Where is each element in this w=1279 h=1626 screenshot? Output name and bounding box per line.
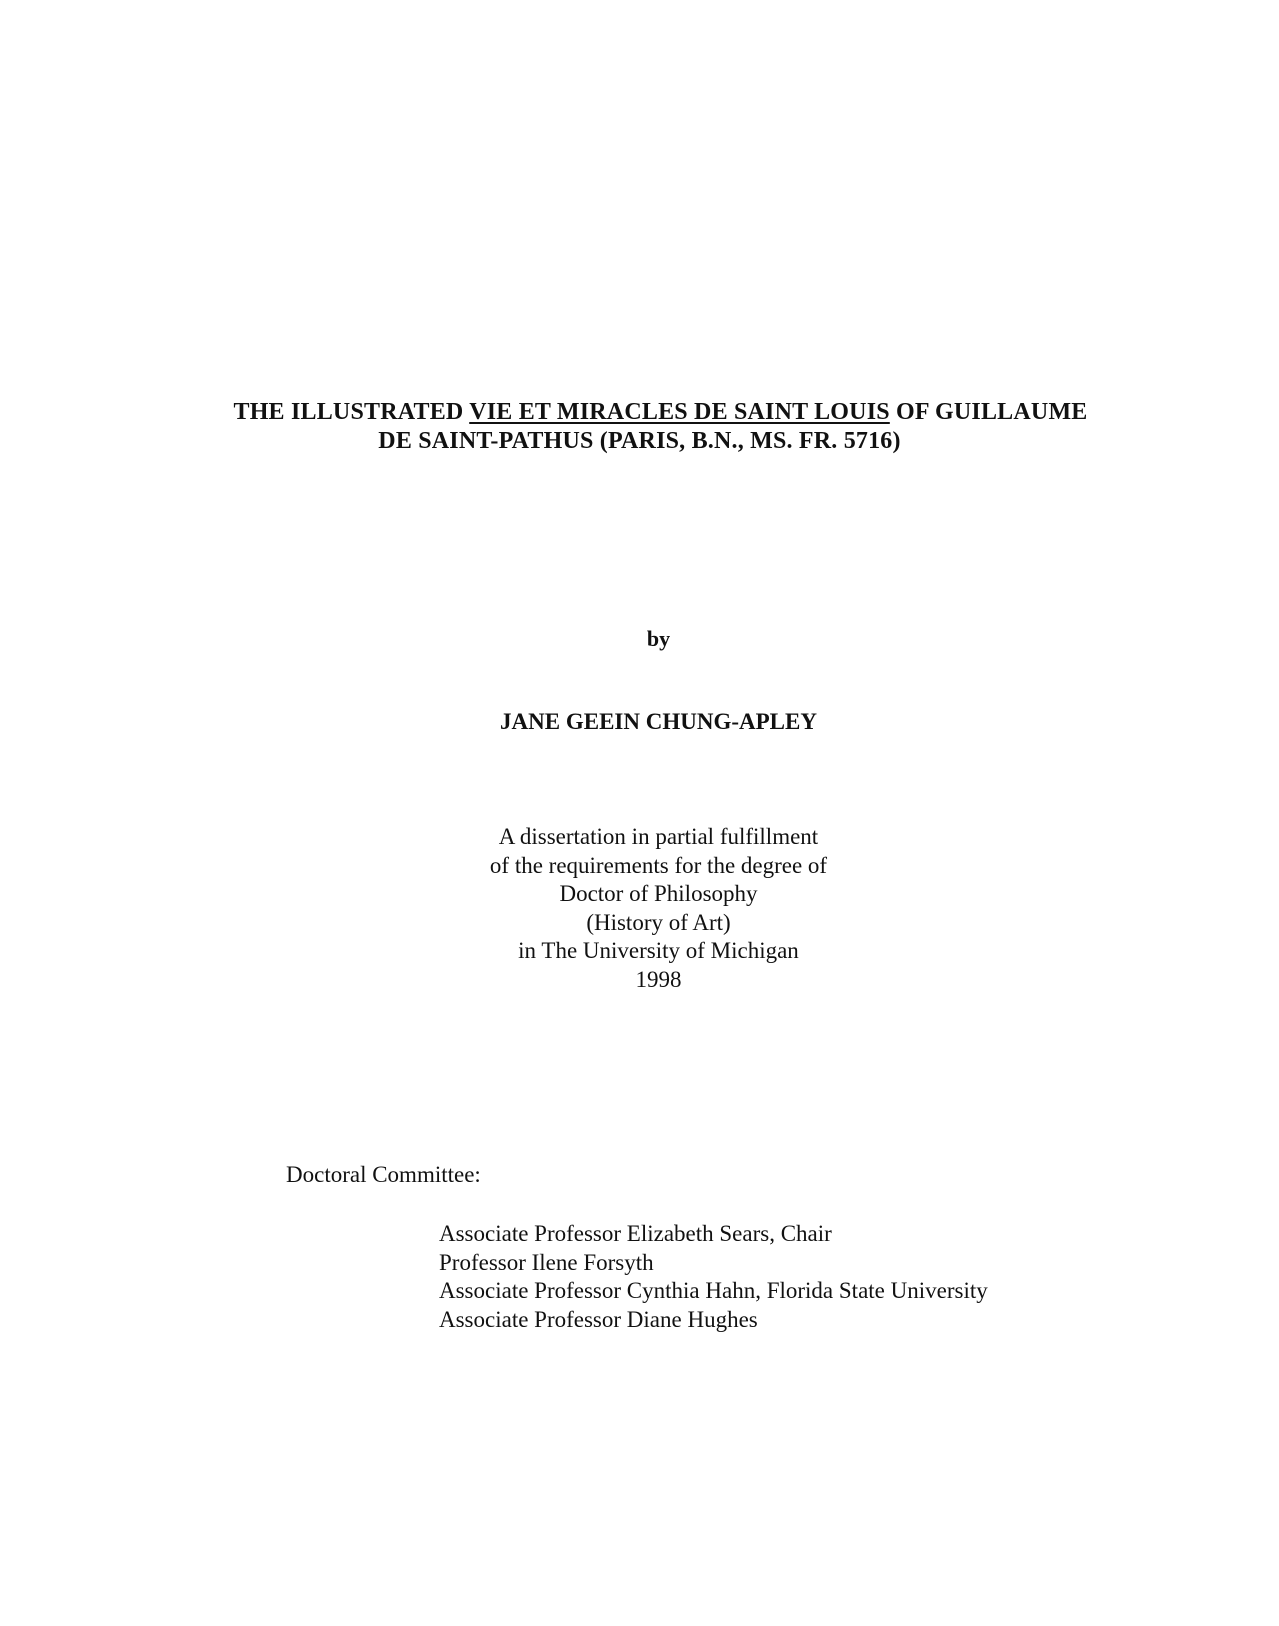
statement-line: of the requirements for the degree of	[489, 852, 828, 878]
dissertation-title	[0, 398, 1279, 456]
committee-label: Doctoral Committee:	[286, 1162, 481, 1187]
committee-member: Professor Ilene Forsyth	[439, 1249, 654, 1275]
committee-member: Associate Professor Elizabeth Sears, Chair	[439, 1221, 832, 1246]
author-name: JANE GEEIN CHUNG-APLEY	[500, 709, 817, 734]
title-work-name: VIE ET MIRACLES DE SAINT LOUIS	[469, 399, 890, 425]
title-line-1	[0, 398, 1279, 427]
by-label: by	[646, 626, 671, 651]
statement-line: (History of Art)	[586, 909, 731, 935]
committee-members	[439, 1220, 988, 1334]
title-line-2: DE SAINT-PATHUS (PARIS, B.N., MS. FR. 5716)	[378, 428, 901, 454]
title-suffix: OF GUILLAUME	[889, 399, 1088, 425]
statement-line: A dissertation in partial fulfillment	[498, 824, 819, 849]
committee-member: Associate Professor Diane Hughes	[439, 1306, 758, 1332]
title-prefix: THE ILLUSTRATED	[233, 399, 470, 425]
degree-statement	[0, 823, 1279, 994]
statement-line: in The University of Michigan	[518, 938, 799, 963]
statement-year: 1998	[635, 966, 682, 992]
statement-line: Doctor of Philosophy	[559, 881, 758, 906]
committee-member: Associate Professor Cynthia Hahn, Florida State University	[439, 1278, 988, 1303]
